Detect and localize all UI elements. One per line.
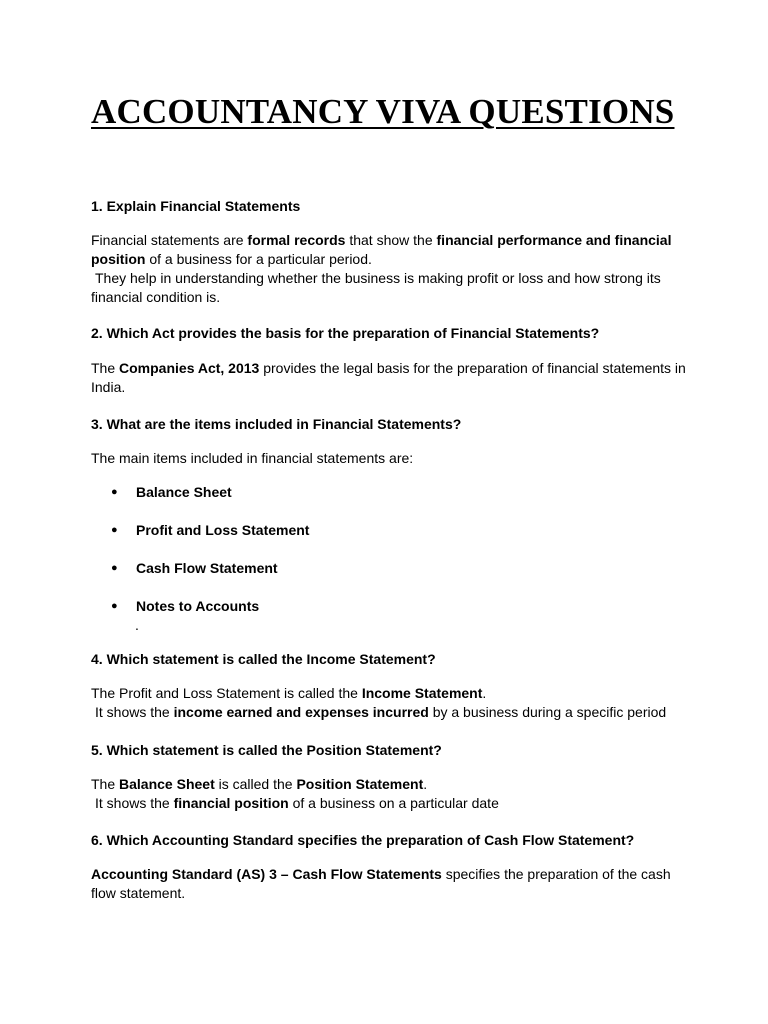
answer-1-text: of a business for a particular period. xyxy=(145,251,372,267)
answer-5 xyxy=(91,775,691,813)
answer-1-text: They help in understanding whether the business is making profit or loss and how strong its financial condition is. xyxy=(91,270,661,305)
question-2: 2. Which Act provides the basis for the preparation of Financial Statements? xyxy=(91,325,600,341)
answer-5-text: of a business on a particular date xyxy=(288,795,499,811)
answer-1-bold: formal records xyxy=(247,232,346,248)
answer-4-text: by a business during a specific period xyxy=(428,704,667,720)
question-1: 1. Explain Financial Statements xyxy=(91,198,301,214)
answer-4-text: It shows the xyxy=(95,704,174,720)
answer-1-text: that show the xyxy=(345,232,437,248)
answer-4-text: The Profit and Loss Statement is called the xyxy=(91,685,362,701)
answer-1-text: Financial statements are xyxy=(91,232,248,248)
question-5: 5. Which statement is called the Position Statement? xyxy=(91,742,442,758)
answer-4 xyxy=(91,684,691,722)
answer-4-bold: Income Statement xyxy=(361,685,483,701)
list-item-label: Cash Flow Statement xyxy=(136,560,278,576)
answer-5-bold: financial position xyxy=(173,795,289,811)
list-item-label: Notes to Accounts xyxy=(136,598,260,614)
list-item-label: Profit and Loss Statement xyxy=(136,522,310,538)
answer-6 xyxy=(91,865,691,903)
answer-3-intro: The main items included in financial statements are: xyxy=(91,450,414,466)
answer-6-text: specifies the preparation of the cash flow statement. xyxy=(91,866,671,901)
answer-5-text: is called the xyxy=(214,776,297,792)
question-4: 4. Which statement is called the Income Statement? xyxy=(91,651,436,667)
trailing-period: . xyxy=(135,617,139,633)
question-6: 6. Which Accounting Standard specifies the preparation of Cash Flow Statement? xyxy=(91,832,635,848)
list-item-label: Balance Sheet xyxy=(136,484,232,500)
answer-5-bold: Balance Sheet xyxy=(119,776,215,792)
bullet-icon: ● xyxy=(111,524,118,536)
bullet-icon: ● xyxy=(111,562,118,574)
answer-5-text: . xyxy=(423,776,428,792)
answer-5-bold: Position Statement xyxy=(296,776,424,792)
answer-4-bold: income earned and expenses incurred xyxy=(173,704,429,720)
answer-1-bold: financial performance and financial position xyxy=(91,232,672,267)
answer-2-text: provides the legal basis for the preparation of financial statements in India. xyxy=(91,360,686,395)
answer-2 xyxy=(91,359,691,397)
answer-2-text: The xyxy=(91,360,120,376)
answer-4-text: . xyxy=(482,685,487,701)
page-title: ACCOUNTANCY VIVA QUESTIONS xyxy=(91,92,675,131)
answer-1 xyxy=(91,231,691,307)
answer-6-bold: Accounting Standard (AS) 3 – Cash Flow Statements xyxy=(91,866,442,882)
answer-5-text: It shows the xyxy=(95,795,174,811)
bullet-icon: ● xyxy=(111,600,118,612)
answer-2-bold: Companies Act, 2013 xyxy=(119,360,260,376)
question-3: 3. What are the items included in Financial Statements? xyxy=(91,416,462,432)
answer-5-text: The xyxy=(91,776,120,792)
bullet-icon: ● xyxy=(111,486,118,498)
